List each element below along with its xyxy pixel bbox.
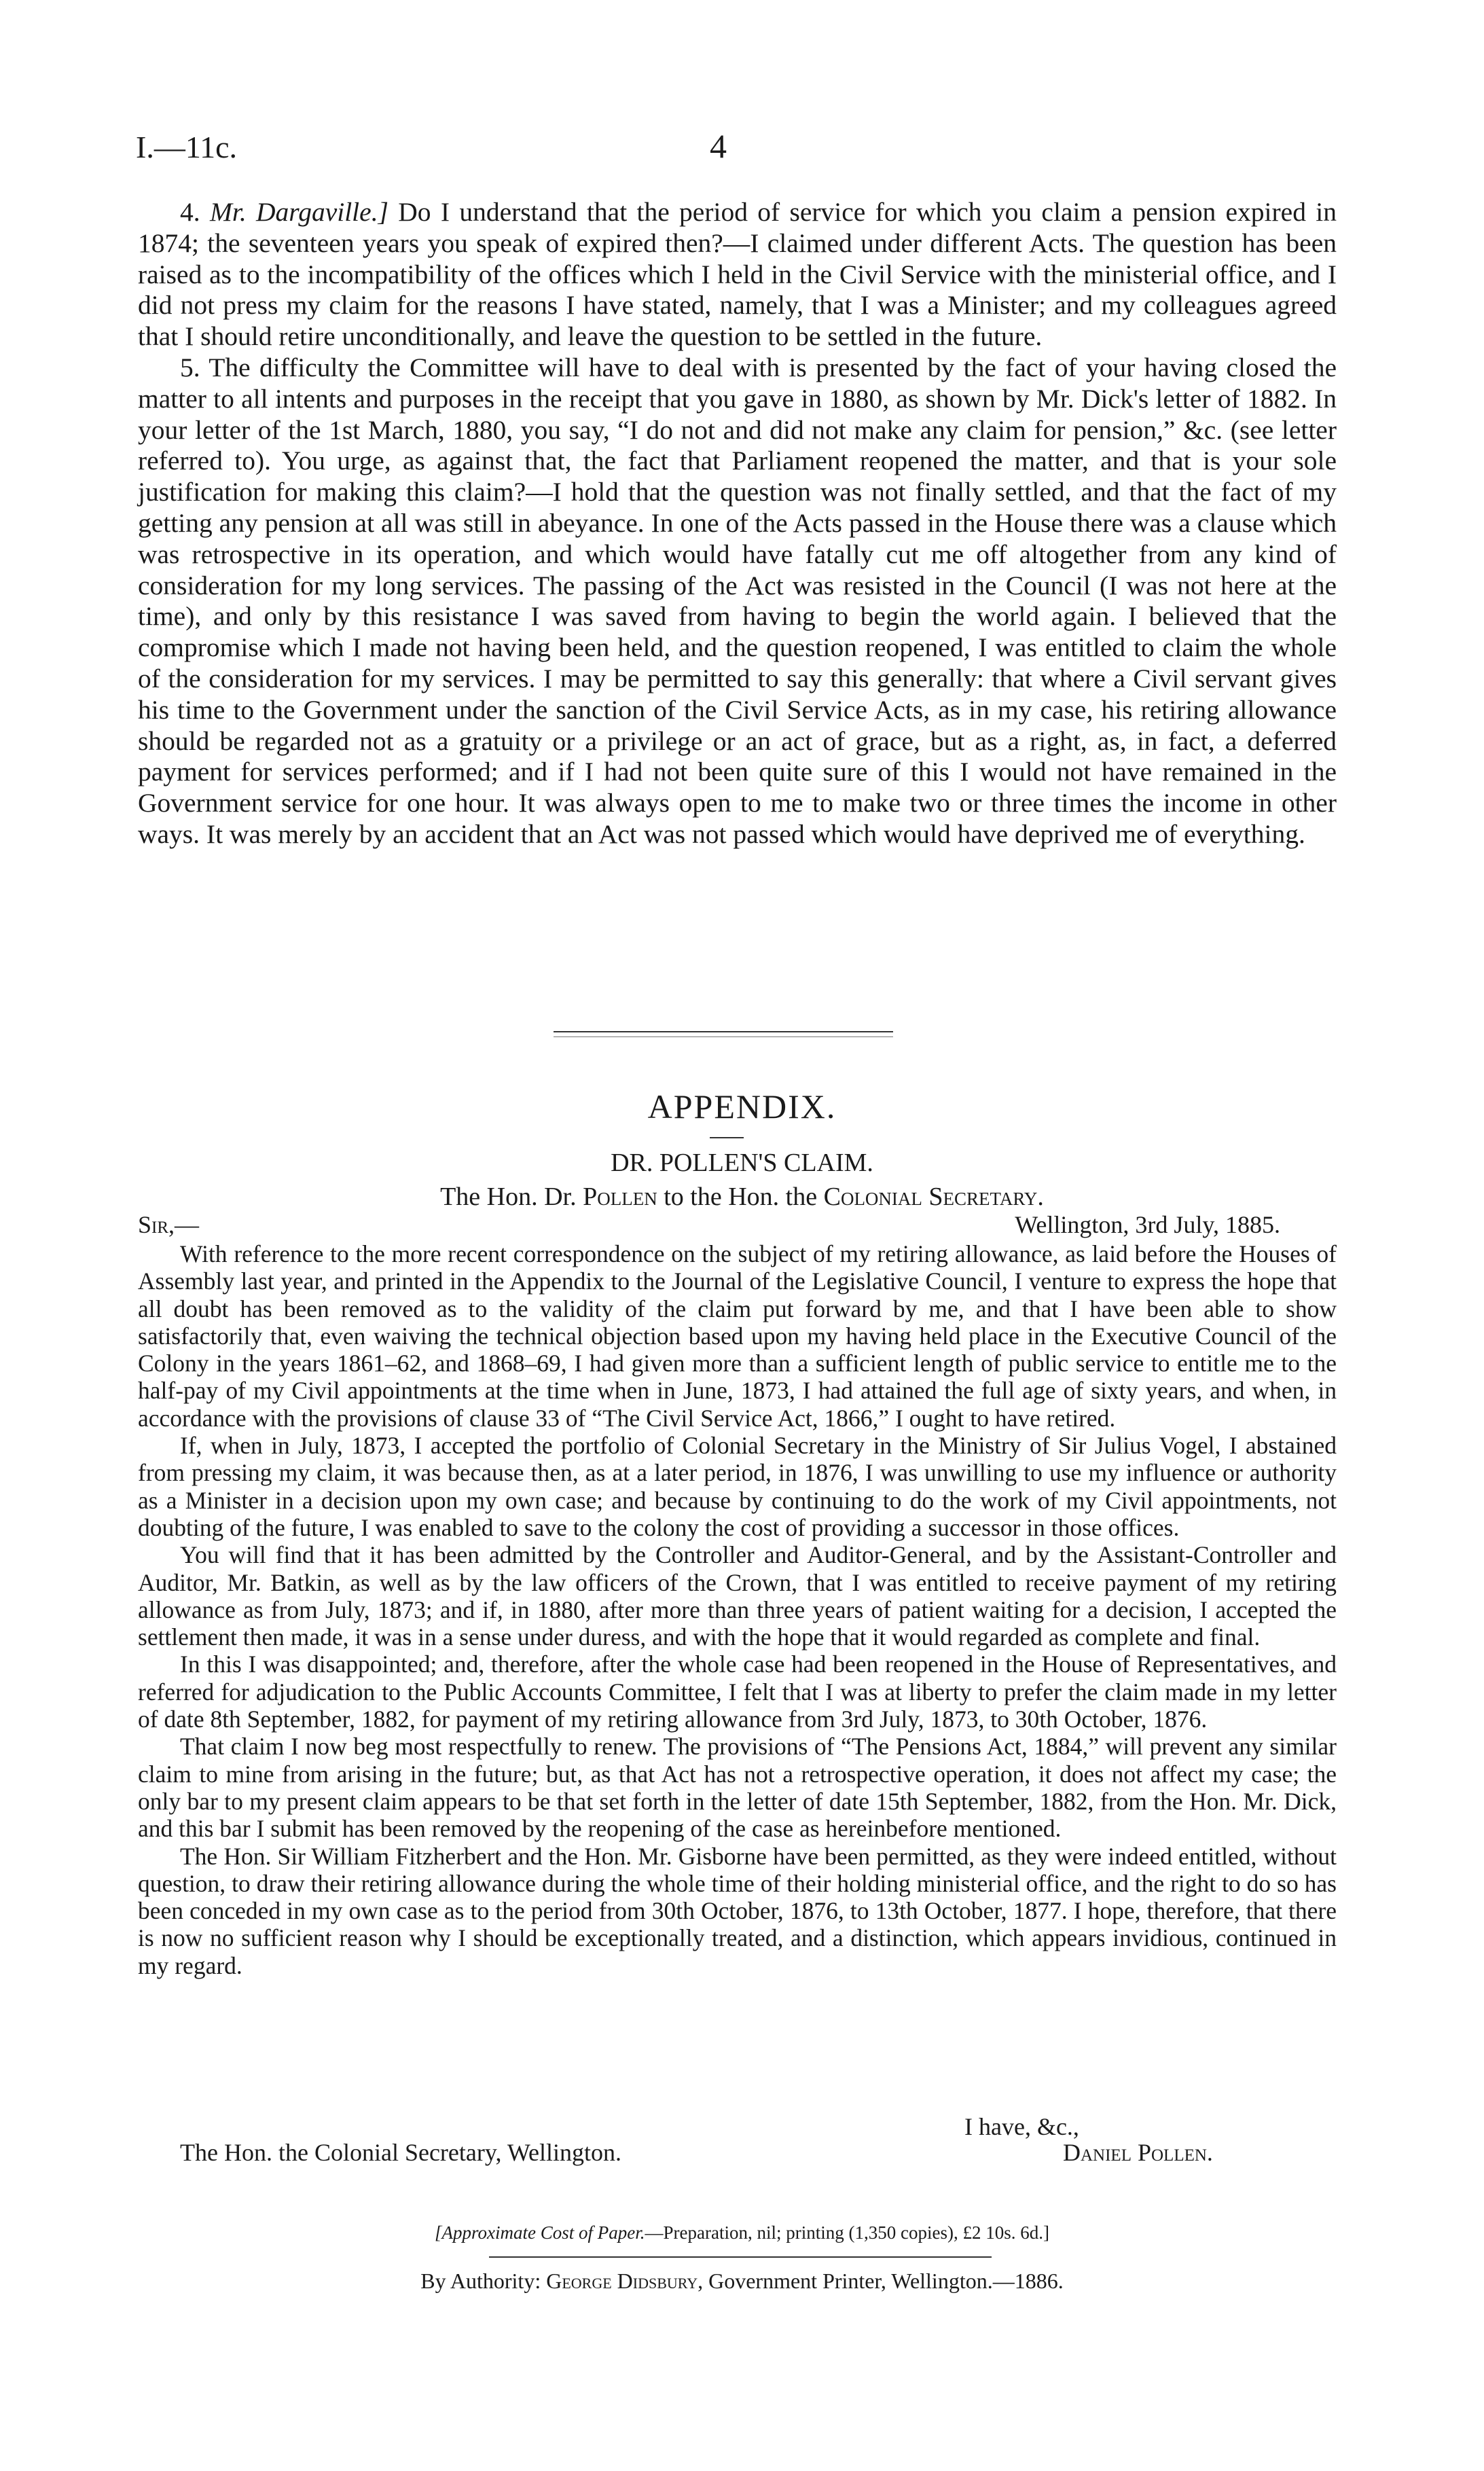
- page-number: 4: [710, 127, 727, 165]
- letter-paragraph: The Hon. Sir William Fitzherbert and the Hon. Mr. Gisborne have been permitted, as they were indeed entitled, without question, to draw their retiring allowance during the whole time of their holding ministerial office, and the right to do so has been conceded in my own case as to the period from 30th October, 1876, to 13th October, 1877. I hope, therefore, that there is now no sufficient reason why I should be exceptionally treated, and a distinction, which appears invidious, continued in my regard.: [138, 1842, 1337, 1979]
- printer-imprint: [0, 2269, 1484, 2294]
- question-5: 5. The difficulty the Committee will have to deal with is presented by the fact of your having closed the matter to all intents and purposes in the receipt that you gave in 1880, as shown by Mr. Dick's letter of 1882. In your letter of the 1st March, 1880, you say, “I do not and did not make any claim for pension,” &c. (see letter referred to). You urge, as against that, the fact that Parliament reopened the matter, and that is your sole justification for making this claim?—I hold that the question was not finally settled, and that the fact of my getting any pension at all was still in abeyance. In one of the Acts passed in the House there was a clause which was retrospective in its operation, and which would have fatally cut me off altogether from any kind of consideration for my long services. The passing of the Act was resisted in the Council (I was not here at the time), and only by this resistance I was saved from having to begin the world again. I believed that the compromise which I made not having been held, and the question reopened, I was entitled to claim the whole of the consideration for my services. I may be permitted to say this generally: that where a Civil servant gives his time to the Government under the sanction of the Civil Service Acts, as in my case, his retiring allowance should be regarded not as a gratuity or a privilege or an act of grace, but as a right, as, in fact, a deferred payment for services performed; and if I had not been quite sure of this I would not have remained in the Government service for one hour. It was always open to me to make two or three times the income in other ways. It was merely by an accident that an Act was not passed which would have deprived me of everything.: [138, 352, 1337, 849]
- printer-name: George Didsbury,: [546, 2269, 704, 2293]
- section-divider: [554, 1031, 893, 1032]
- appendix-subtitle: DR. POLLEN'S CLAIM.: [611, 1149, 873, 1177]
- closing: I have, &c.,: [964, 2113, 1079, 2140]
- cost-note: [0, 2222, 1484, 2243]
- appendix-title: APPENDIX.: [647, 1087, 837, 1125]
- addressee: The Hon. the Colonial Secretary, Wellington.: [180, 2139, 621, 2166]
- section-divider: [554, 1036, 893, 1037]
- cost-label: [Approximate Cost of Paper.: [435, 2222, 645, 2243]
- document-reference: I.—11c.: [136, 130, 238, 164]
- question-4: [138, 197, 1337, 353]
- evidence-section: [138, 197, 1337, 850]
- recipient-name: Colonial Secretary.: [823, 1183, 1044, 1211]
- letter-paragraph: With reference to the more recent correspondence on the subject of my retiring allowance, as laid before the Houses of Assembly last year, and printed in the Appendix to the Journal of the Legislative Council, I venture to express the hope that all doubt has been removed as to the validity of the claim put forward by me, and that I have been able to show satisfactorily that, even waiving the technical objection based upon my having held place in the Executive Council of the Colony in the years 1861–62, and 1868–69, I had given more than a sufficient length of public service to entitle me to the half-pay of my Civil appointments at the time when in June, 1873, I had attained the full age of sixty years, and when, in accordance with the provisions of clause 33 of “The Civil Service Act, 1866,” I ought to have retired.: [138, 1240, 1337, 1432]
- title-rule: [710, 1137, 744, 1138]
- speaker: Mr. Dargaville.]: [209, 197, 388, 227]
- letter-paragraph: In this I was disappointed; and, therefore, after the whole case had been reopened in the House of Representatives, and referred for adjudication to the Public Accounts Committee, I felt that I was at liberty to prefer the claim made in my letter of date 8th September, 1882, for payment of my retiring allowance from 3rd July, 1873, to 30th October, 1876.: [138, 1651, 1337, 1733]
- heading-text: to the Hon. the: [664, 1183, 818, 1211]
- imprint-text: Government Printer, Wellington.—1886.: [708, 2269, 1064, 2293]
- sender-name: Pollen: [583, 1183, 657, 1211]
- letter-paragraph: If, when in July, 1873, I accepted the portfolio of Colonial Secretary in the Ministry of Sir Julius Vogel, I abstained from pressing my claim, it was because then, as at a later period, in 1876, I was unwilling to use my influence or authority as a Minister in a decision upon my own case; and because by continuing to do the work of my Civil appointments, not doubting of the future, I was enabled to save to the colony the cost of providing a successor in those offices.: [138, 1432, 1337, 1541]
- letter-paragraph: That claim I now beg most respectfully to renew. The provisions of “The Pensions Act, 1884,” will prevent any similar claim to mine from arising in the future; but, as that Act has not a retrospective operation, it does not affect my case; the only bar to my present claim appears to be that set forth in the letter of date 15th September, 1882, from the Hon. Mr. Dick, and this bar I submit has been removed by the reopening of the case as hereinbefore mentioned.: [138, 1733, 1337, 1843]
- imprint-text: By Authority:: [420, 2269, 541, 2293]
- letter-body: [138, 1240, 1337, 1979]
- salutation: Sir,—: [138, 1211, 200, 1238]
- place-date: Wellington, 3rd July, 1885.: [1015, 1211, 1280, 1238]
- question-number: 4.: [180, 197, 200, 227]
- question-text: Do I understand that the period of service for which you claim a pension expired in 1874; the seventeen years you speak of expired then?—I claimed under different Acts. The question has been raised as to the incompatibility of the offices which I held in the Civil Service with the ministerial office, and I did not press my claim for the reasons I have stated, namely, that I was a Minister; and my colleagues agreed that I should retire unconditionally, and leave the question to be settled in the future.: [138, 197, 1337, 352]
- cost-text: —Preparation, nil; printing (1,350 copies), £2 10s. 6d.]: [645, 2222, 1049, 2243]
- letter-paragraph: You will find that it has been admitted by the Controller and Auditor-General, and by the Assistant-Controller and Auditor, Mr. Batkin, as well as by the law officers of the Crown, that I was entitled to receive payment of my retiring allowance as from July, 1873; and if, in 1880, after more than three years of patient waiting for a decision, I accepted the settlement then made, it was in a sense under duress, and with the hope that it would regarded as complete and final.: [138, 1541, 1337, 1651]
- heading-text: The Hon. Dr.: [440, 1183, 577, 1211]
- letter-heading: [0, 1182, 1484, 1212]
- footer-rule: [489, 2256, 992, 2258]
- signature: Daniel Pollen.: [1063, 2139, 1213, 2166]
